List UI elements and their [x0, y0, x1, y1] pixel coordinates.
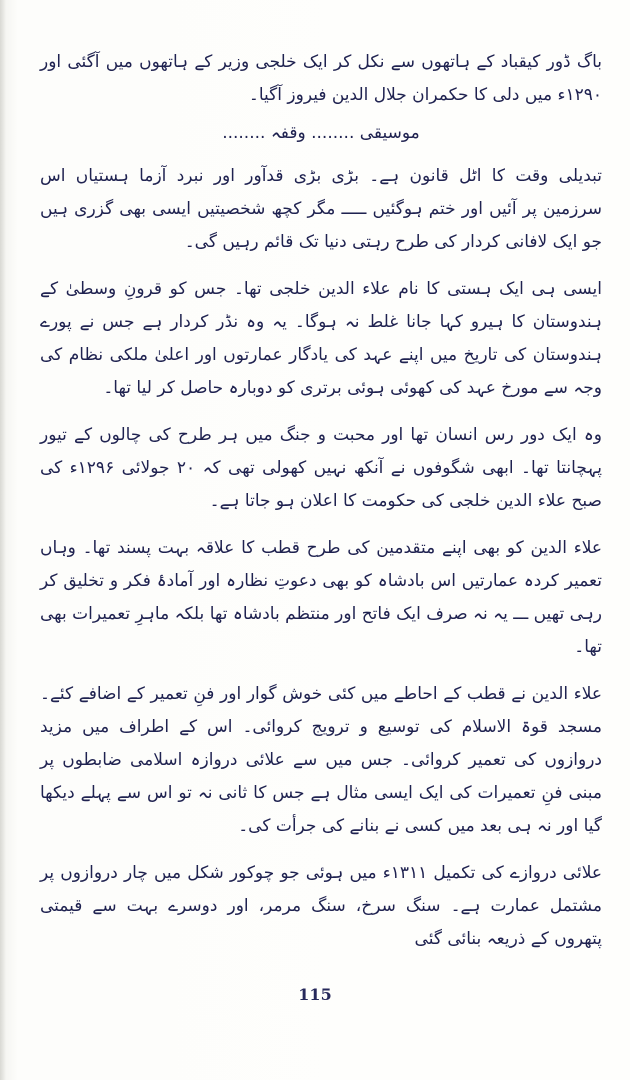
page-number: 115: [298, 985, 332, 1004]
page-gutter-shadow: [0, 0, 6, 1080]
paragraph-1: باگ ڈور کیقباد کے ہاتھوں سے نکل کر ایک خلجی وزیر کے ہاتھوں میں آگئی اور ۱۲۹۰ء میں دلی کا حکمران جلال الدین فیروز آگیا۔: [40, 52, 602, 105]
section-heading: موسیقی ........ وقفہ ........: [222, 123, 420, 143]
paragraph-7: علائی دروازے کی تکمیل ۱۳۱۱ء میں ہوئی جو چوکور شکل میں چار دروازوں پر مشتمل عمارت ہے۔ سنگ سرخ، سنگ مرمر، اور دوسرے بہت سے قیمتی پتھروں کے ذریعہ بنائی گئی: [40, 863, 602, 949]
paragraph-2: تبدیلی وقت کا اٹل قانون ہے۔ بڑی بڑی قدآور اور نبرد آزما ہستیاں اس سرزمین پر آئیں اور ختم ہوگئیں ـــــ مگر کچھ شخصیتیں ایسی بھی گزری ہیں جو ایک لافانی کردار کی طرح رہتی دنیا تک قائم رہیں گی۔: [40, 166, 602, 252]
page-body: [40, 46, 602, 970]
paragraph-4: وہ ایک دور رس انسان تھا اور محبت و جنگ میں ہر طرح کی چالوں کے تیور پہچانتا تھا۔ ابھی شگوفوں نے آنکھ نہیں کھولی تھی کہ ۲۰ جولائی ۱۲۹۶ء کی صبح علاء الدین خلجی کی حکومت کا اعلان ہو جاتا ہے۔: [40, 425, 602, 511]
paragraph-3: ایسی ہی ایک ہستی کا نام علاء الدین خلجی تھا۔ جس کو قرونِ وسطیٰ کے ہندوستان کا ہیرو کہا جانا غلط نہ ہوگا۔ یہ وہ نڈر کردار ہے جس نے پورے ہندوستان کی تاریخ میں اپنے عہد کی یادگار عمارتوں اور اعلیٰ ملکی نظام کی وجہ سے مورخ عہد کی کھوئی ہوئی برتری کو دوبارہ حاصل کر لیا تھا۔: [40, 279, 602, 398]
paragraph-6: علاء الدین نے قطب کے احاطے میں کئی خوش گوار اور فنِ تعمیر کے اضافے کئے۔ مسجد قوۃ الاسلام کی توسیع و ترویج کروائی۔ اس کے اطراف میں مزید دروازوں کی تعمیر کروائی۔ جس میں سے علائی دروازہ اسلامی ضابطوں پر مبنی فنِ تعمیرات کی ایک ایسی مثال ہے جس کا ثانی نہ تو اس سے پہلے دیکھا گیا اور نہ ہی بعد میں کسی نے بنانے کی جرأت کی۔: [40, 684, 602, 836]
paragraph-5: علاء الدین کو بھی اپنے متقدمین کی طرح قطب کا علاقہ بہت پسند تھا۔ وہاں تعمیر کردہ عمارتیں اس بادشاہ کو بھی دعوتِ نظارہ اور آمادۂ فکر و تخلیق کر رہی تھیں ـــ یہ نہ صرف ایک فاتح اور منتظم بادشاہ تھا بلکہ ماہرِ تعمیرات بھی تھا۔: [40, 538, 602, 657]
